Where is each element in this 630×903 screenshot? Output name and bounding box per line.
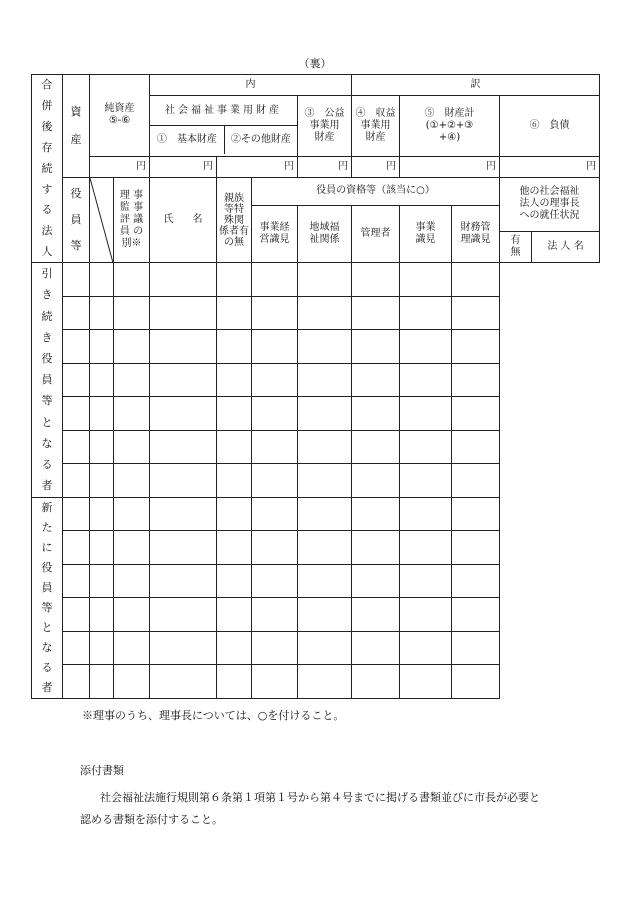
surviving-corp-char: す [41,182,53,196]
officer-cell[interactable] [150,363,217,397]
officer-cell[interactable] [90,430,114,464]
officer-cell[interactable] [252,564,298,598]
officer-cell[interactable] [90,598,114,632]
surviving-corp-char: 合 [41,78,53,92]
officer-cell[interactable] [217,263,252,297]
group-label-char: に [41,540,53,554]
basic-assets-header: ① 基本財産 [150,126,225,154]
officer-cell[interactable] [217,430,252,464]
group-label-char: な [41,436,53,450]
officer-cell[interactable] [150,598,217,632]
officer-row [32,296,600,330]
officer-cell[interactable] [298,296,352,330]
officer-cell[interactable] [400,363,452,397]
officer-cell[interactable] [114,330,150,364]
officer-cell[interactable] [298,397,352,431]
group-label-char: な [41,640,53,654]
officer-cell[interactable] [352,598,400,632]
officer-cell[interactable] [352,464,400,498]
officer-cell[interactable] [114,564,150,598]
footnote: ※理事のうち、理事長については、○を付けること。 [82,709,345,722]
officer-cell[interactable] [114,665,150,699]
group-label-char: 役 [41,351,53,365]
officer-cell[interactable] [252,665,298,699]
officer-cell[interactable] [63,397,90,431]
officer-cell[interactable] [114,531,150,565]
financial-insight-header: 財務管 理識見 [452,205,500,263]
officer-cell[interactable] [63,464,90,498]
officer-cell[interactable] [114,363,150,397]
officer-cell[interactable] [352,397,400,431]
assets-label: 資 産 [63,75,90,178]
merger-application-table [31,74,600,699]
group-label-char: る [41,660,53,674]
page-side-label: （裏） [298,57,332,70]
yen-profit: 円 [352,156,400,177]
officer-cell[interactable] [90,363,114,397]
group-label-char: 続 [41,309,53,323]
new-officers-group [32,497,63,698]
net-assets-header: 純資産 ⑤-⑥ [90,75,150,157]
officer-cell[interactable] [63,531,90,565]
social-welfare-assets-header: 社会福祉事業用財産 ① 基本財産 ②その他財産 [150,95,298,156]
other-assets-header: ②その他財産 [230,134,291,146]
group-label-char: た [41,520,53,534]
officer-cell[interactable] [150,464,217,498]
officer-cell[interactable] [63,363,90,397]
officer-cell[interactable] [298,531,352,565]
group-label-char: 等 [41,394,53,408]
officer-cell[interactable] [400,296,452,330]
officer-cell[interactable] [252,330,298,364]
officer-cell[interactable] [452,665,500,699]
officer-cell[interactable] [452,363,500,397]
officer-row [32,464,600,498]
surviving-corp-char: 人 [41,245,53,259]
officer-cell[interactable] [150,263,217,297]
officer-cell[interactable] [114,631,150,665]
officer-cell[interactable] [352,497,400,531]
community-welfare-header: 地域福 祉関係 [298,205,352,263]
officer-cell[interactable] [63,296,90,330]
officer-cell[interactable] [217,464,252,498]
officer-cell[interactable] [114,263,150,297]
surviving-corp-char: 後 [41,120,53,134]
officer-cell[interactable] [90,631,114,665]
officer-cell[interactable] [150,665,217,699]
officer-row [32,397,600,431]
continuing-officers-group [32,263,63,498]
officer-cell[interactable] [90,531,114,565]
officer-cell[interactable] [114,598,150,632]
officer-cell[interactable] [352,564,400,598]
profit-assets-header: ④ 収益 事業用 財産 [352,95,400,156]
officer-cell[interactable] [217,564,252,598]
group-label-char: 引 [41,267,53,281]
group-label-char: き [41,330,53,344]
officer-cell[interactable] [298,631,352,665]
officer-cell[interactable] [298,330,352,364]
breakdown-wake: 訳 [352,75,600,96]
officer-cell[interactable] [252,631,298,665]
officer-cell[interactable] [252,296,298,330]
group-label-char: る [41,458,53,472]
officer-cell[interactable] [452,330,500,364]
officer-cell[interactable] [90,665,114,699]
officer-cell[interactable] [400,531,452,565]
officer-cell[interactable] [298,263,352,297]
officer-cell[interactable] [217,631,252,665]
officer-cell[interactable] [63,598,90,632]
officer-cell[interactable] [400,430,452,464]
group-label-char: と [41,415,53,429]
officer-cell[interactable] [90,564,114,598]
officer-cell[interactable] [114,397,150,431]
public-interest-assets-header: ③ 公益 事業用 財産 [298,95,352,156]
officer-cell[interactable] [90,464,114,498]
yen-total: 円 [400,156,500,177]
officer-cell[interactable] [400,598,452,632]
officer-cell[interactable] [400,397,452,431]
group-label-char: 新 [41,500,53,514]
officer-cell[interactable] [452,531,500,565]
officer-cell[interactable] [252,531,298,565]
officer-cell[interactable] [63,430,90,464]
officer-cell[interactable] [150,631,217,665]
officer-row [32,430,600,464]
role-type-header: 理 事 監 事 評 議 員 の 別※ [114,177,150,263]
officer-row [32,263,600,297]
yen-other: 円 [217,156,298,177]
officer-cell[interactable] [63,330,90,364]
officer-cell[interactable] [217,296,252,330]
officer-cell[interactable] [352,296,400,330]
officer-cell[interactable] [217,330,252,364]
group-label-char: 員 [41,373,53,387]
officer-row [32,363,600,397]
officer-cell[interactable] [90,497,114,531]
officer-cell[interactable] [217,497,252,531]
officer-cell[interactable] [217,397,252,431]
surviving-corp-char: 存 [41,140,53,154]
officer-cell[interactable] [217,531,252,565]
officer-row [32,497,600,531]
attachment-body: 社会福祉法施行規則第６条第１項第１号から第４号までに掲げる書類並びに市長が必要と 認める書類を添付すること。 [80,791,540,826]
officer-cell[interactable] [452,564,500,598]
officer-cell[interactable] [63,665,90,699]
group-label-char: 役 [41,560,53,574]
attachment-title: 添付書類 [80,764,124,777]
officer-cell[interactable] [452,430,500,464]
officer-cell[interactable] [298,430,352,464]
officer-cell[interactable] [400,564,452,598]
officer-cell[interactable] [298,363,352,397]
group-label-char: 者 [41,680,53,694]
group-label-char: 等 [41,600,53,614]
officer-cell[interactable] [150,397,217,431]
officer-cell[interactable] [452,397,500,431]
officer-cell[interactable] [217,363,252,397]
officer-cell[interactable] [352,263,400,297]
officer-cell[interactable] [400,464,452,498]
officer-cell[interactable] [400,631,452,665]
officer-cell[interactable] [150,497,217,531]
surviving-corp-char: る [41,203,53,217]
officer-cell[interactable] [63,564,90,598]
officer-cell[interactable] [298,598,352,632]
officer-cell[interactable] [252,430,298,464]
officer-cell[interactable] [217,598,252,632]
officer-cell[interactable] [150,430,217,464]
officer-cell[interactable] [298,497,352,531]
officer-row [32,598,600,632]
officer-cell[interactable] [252,598,298,632]
officer-cell[interactable] [400,497,452,531]
qualification-header: 役員の資格等（該当に○） [252,177,500,205]
officer-cell[interactable] [63,631,90,665]
officer-cell[interactable] [352,531,400,565]
officer-cell[interactable] [150,531,217,565]
officer-cell[interactable] [298,464,352,498]
yes-no-header: 有 無 [500,232,532,263]
corp-name-header: 法 人 名 [532,232,600,263]
yen-net-assets: 円 [90,156,150,177]
officer-row [32,330,600,364]
other-corp-header: 他の社会福祉 法人の理事長 への就任状況 [500,177,600,231]
officer-cell[interactable] [252,263,298,297]
group-label-char: 員 [41,580,53,594]
officer-cell[interactable] [452,598,500,632]
officer-cell[interactable] [114,464,150,498]
officer-cell[interactable] [352,631,400,665]
officer-cell[interactable] [90,330,114,364]
liabilities-header: ⑥ 負債 [500,95,600,156]
officer-row [32,665,600,699]
officer-cell[interactable] [400,263,452,297]
officer-cell[interactable] [352,363,400,397]
officer-cell[interactable] [400,665,452,699]
officer-cell[interactable] [452,263,500,297]
group-label-char: 者 [41,479,53,493]
officer-cell[interactable] [352,330,400,364]
surviving-corp-label [32,75,63,263]
total-assets-header: ⑤ 財産計 (①+②+③ +④) [400,95,500,156]
name-header: 氏 名 [150,177,217,263]
officer-cell[interactable] [452,631,500,665]
yen-public: 円 [298,156,352,177]
group-label-char: と [41,620,53,634]
breakdown-uchi: 内 [150,75,352,96]
officer-cell[interactable] [114,296,150,330]
officer-cell[interactable] [90,296,114,330]
officer-row [32,531,600,565]
officer-cell[interactable] [150,330,217,364]
yen-liabilities: 円 [500,156,600,177]
officer-cell[interactable] [114,430,150,464]
officer-cell[interactable] [452,464,500,498]
officer-cell[interactable] [90,263,114,297]
surviving-corp-char: 続 [41,161,53,175]
officer-cell[interactable] [252,464,298,498]
business-insight-header: 事業 識見 [400,205,452,263]
officer-cell[interactable] [352,430,400,464]
officer-cell[interactable] [217,665,252,699]
officer-cell[interactable] [114,497,150,531]
officer-cell[interactable] [352,665,400,699]
business-mgmt-header: 事業経 営識見 [252,205,298,263]
surviving-corp-char: 併 [41,99,53,113]
officer-cell[interactable] [252,397,298,431]
officer-row [32,631,600,665]
officer-cell[interactable] [252,363,298,397]
surviving-corp-char: 法 [41,224,53,238]
officer-cell[interactable] [298,564,352,598]
officer-cell[interactable] [252,497,298,531]
officers-label: 役 員 等 [63,177,90,263]
yen-basic: 円 [150,156,217,177]
officer-cell[interactable] [400,330,452,364]
officer-cell[interactable] [452,497,500,531]
officer-row [32,564,600,598]
diagonal-corner [90,177,114,263]
relatives-header: 親族 等特 殊関 係者有 の無 [217,177,252,263]
officer-cell[interactable] [90,397,114,431]
manager-header: 管理者 [352,205,400,263]
officer-cell[interactable] [63,263,90,297]
officer-cell[interactable] [452,296,500,330]
officer-cell[interactable] [150,564,217,598]
officer-cell[interactable] [150,296,217,330]
group-label-char: き [41,288,53,302]
officer-cell[interactable] [298,665,352,699]
officer-cell[interactable] [63,497,90,531]
